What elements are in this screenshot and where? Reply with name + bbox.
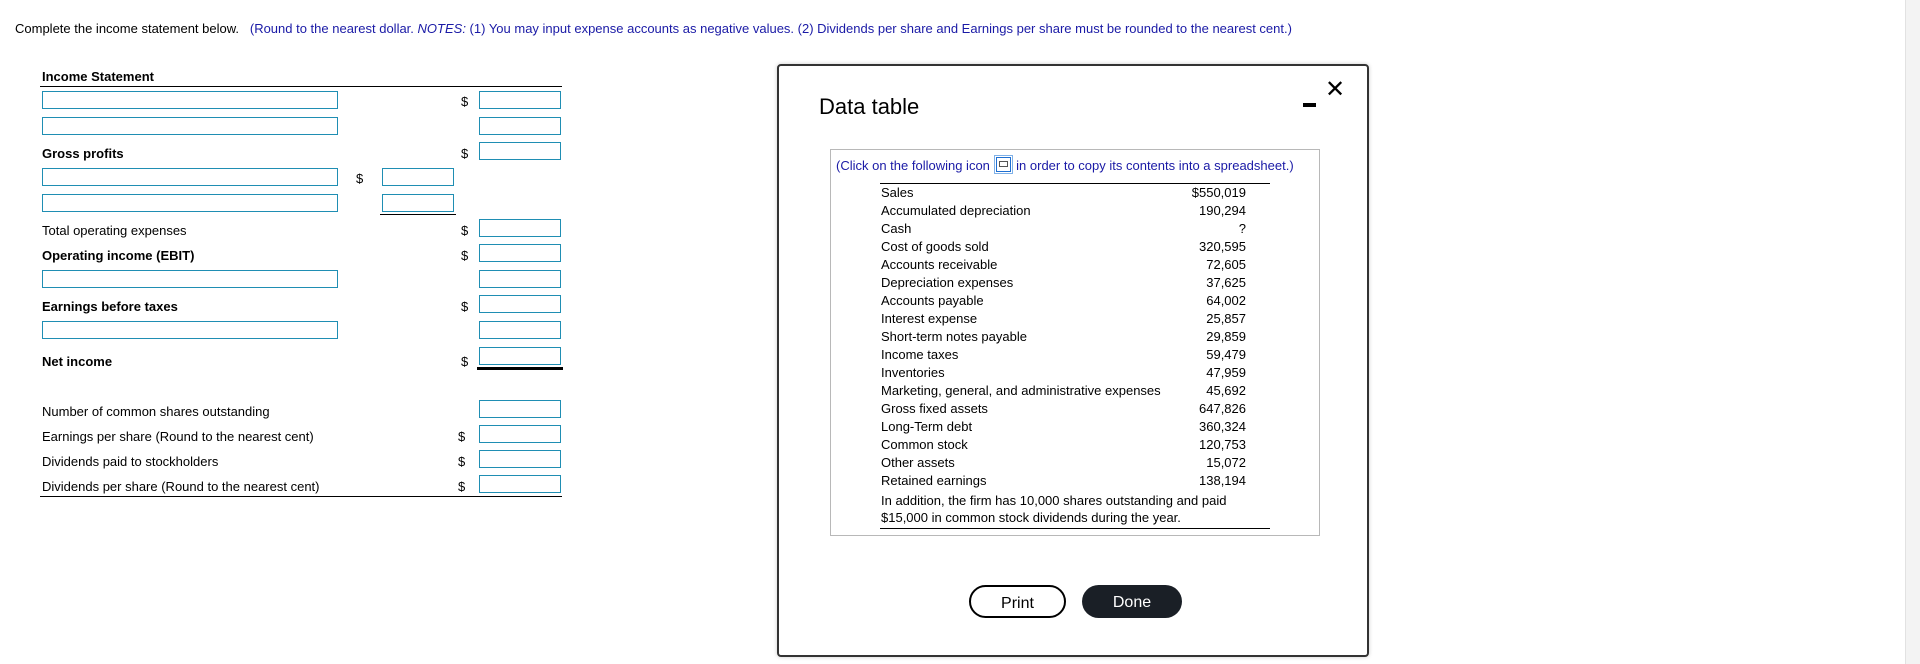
table-row: [880, 292, 1270, 310]
taxes-account-input[interactable]: [42, 321, 338, 339]
row-value: 37,625: [1206, 275, 1246, 290]
close-icon[interactable]: ✕: [1325, 76, 1346, 103]
net-income-double-rule: [477, 367, 563, 370]
eps-input[interactable]: [479, 425, 561, 443]
operating-income-label: Operating income (EBIT): [42, 248, 195, 263]
row-value: 72,605: [1206, 257, 1246, 272]
dollar-sign: $: [458, 429, 466, 444]
interest-account-input[interactable]: [42, 270, 338, 288]
header-rule: [40, 86, 562, 87]
row-label: Other assets: [881, 455, 955, 470]
dps-label: Dividends per share (Round to the nearest cent): [42, 479, 320, 494]
row-label: Depreciation expenses: [881, 275, 1014, 290]
row-value: 25,857: [1206, 311, 1246, 326]
data-table-box: [830, 149, 1320, 536]
amount-input-2[interactable]: [479, 117, 561, 135]
table-row: [880, 202, 1270, 220]
expense-account-input-1[interactable]: [42, 168, 338, 186]
total-operating-expenses-input[interactable]: [479, 219, 561, 237]
table-row: [880, 310, 1270, 328]
statement-bottom-rule: [40, 496, 562, 497]
copy-note: (Click on the following icon in order to copy its contents into a spreadsheet.): [836, 158, 1294, 173]
table-row: [880, 400, 1270, 418]
row-label: Short-term notes payable: [881, 329, 1027, 344]
dollar-sign: $: [356, 171, 364, 186]
net-income-label: Net income: [42, 354, 113, 369]
gross-profits-label: Gross profits: [42, 146, 124, 161]
row-label: Interest expense: [881, 311, 978, 326]
print-button[interactable]: Print: [969, 585, 1066, 618]
table-row: [880, 184, 1270, 202]
account-input-2[interactable]: [42, 117, 338, 135]
row-value: 64,002: [1206, 293, 1246, 308]
dollar-sign: $: [461, 223, 469, 238]
table-row: [880, 238, 1270, 256]
row-value: ?: [1238, 221, 1246, 236]
dollar-sign: $: [461, 354, 469, 369]
data-rows: [880, 183, 1270, 529]
row-label: Accounts payable: [881, 293, 984, 308]
row-value: 647,826: [1199, 401, 1246, 416]
table-row: [880, 454, 1270, 472]
row-label: Long-Term debt: [881, 419, 973, 434]
row-value: 360,324: [1199, 419, 1246, 434]
taxes-amount-input[interactable]: [479, 321, 561, 339]
row-label: Cost of goods sold: [881, 239, 989, 254]
account-input-1[interactable]: [42, 91, 338, 109]
dividends-paid-label: Dividends paid to stockholders: [42, 454, 219, 469]
row-value: 15,072: [1206, 455, 1246, 470]
table-row: [880, 256, 1270, 274]
row-label: Marketing, general, and administrative expenses: [881, 383, 1161, 398]
dollar-sign: $: [458, 479, 466, 494]
row-label: Accumulated depreciation: [881, 203, 1031, 218]
data-table-dialog: [777, 64, 1369, 657]
copy-spreadsheet-icon[interactable]: [996, 157, 1011, 172]
shares-outstanding-label: Number of common shares outstanding: [42, 404, 270, 419]
row-label: Income taxes: [881, 347, 959, 362]
instructions-notes: (Round to the nearest dollar. NOTES: (1) You may input expense accounts as negative values. (2) Dividends per share and Earnings per share must be rounded to the nearest cent.): [249, 21, 1292, 36]
expense-amount-input-1[interactable]: [382, 168, 454, 186]
row-value: 45,692: [1206, 383, 1246, 398]
dollar-sign: $: [461, 146, 469, 161]
subtotal-rule: [380, 214, 456, 215]
statement-header: Income Statement: [42, 69, 154, 84]
row-label: Sales: [881, 185, 914, 200]
row-value: 120,753: [1199, 437, 1246, 452]
row-label: Gross fixed assets: [881, 401, 988, 416]
expense-account-input-2[interactable]: [42, 194, 338, 212]
table-row: [880, 364, 1270, 382]
table-row: [880, 328, 1270, 346]
table-row: [880, 472, 1270, 490]
eps-label: Earnings per share (Round to the nearest cent): [42, 429, 314, 444]
income-statement: [0, 0, 700, 560]
row-label: Inventories: [881, 365, 945, 380]
row-value: 190,294: [1199, 203, 1246, 218]
table-row: [880, 274, 1270, 292]
row-label: Accounts receivable: [881, 257, 998, 272]
done-button[interactable]: Done: [1082, 585, 1182, 618]
row-label: Cash: [881, 221, 912, 236]
expense-amount-input-2[interactable]: [382, 194, 454, 212]
row-label: Retained earnings: [881, 473, 987, 488]
total-operating-expenses-label: Total operating expenses: [42, 223, 187, 238]
row-value: 320,595: [1199, 239, 1246, 254]
row-value: 138,194: [1199, 473, 1246, 488]
instructions-main: Complete the income statement below.: [15, 21, 240, 36]
gross-profits-input[interactable]: [479, 142, 561, 160]
table-row: [880, 436, 1270, 454]
earnings-before-taxes-input[interactable]: [479, 295, 561, 313]
table-row: [880, 382, 1270, 400]
dialog-title: Data table: [819, 94, 920, 119]
dollar-sign: $: [461, 248, 469, 263]
amount-input-1[interactable]: [479, 91, 561, 109]
minimize-icon[interactable]: [1303, 90, 1317, 110]
table-footnote: In addition, the firm has 10,000 shares outstanding and paid $15,000 in common stock dividends during the year.: [880, 490, 1270, 529]
page-scrollbar[interactable]: [1905, 0, 1920, 664]
table-row: [880, 220, 1270, 238]
table-row: [880, 418, 1270, 436]
row-value: 59,479: [1206, 347, 1246, 362]
row-value: $550,019: [1191, 185, 1246, 200]
interest-amount-input[interactable]: [479, 270, 561, 288]
shares-outstanding-input[interactable]: [479, 400, 561, 418]
earnings-before-taxes-label: Earnings before taxes: [42, 299, 178, 314]
operating-income-input[interactable]: [479, 244, 561, 262]
dividends-paid-input[interactable]: [479, 450, 561, 468]
table-row: [880, 346, 1270, 364]
row-value: 47,959: [1206, 365, 1246, 380]
row-label: Common stock: [881, 437, 968, 452]
dollar-sign: $: [461, 299, 469, 314]
dollar-sign: $: [458, 454, 466, 469]
dollar-sign: $: [461, 94, 469, 109]
row-value: 29,859: [1206, 329, 1246, 344]
dps-input[interactable]: [479, 475, 561, 493]
net-income-input[interactable]: [479, 347, 561, 365]
